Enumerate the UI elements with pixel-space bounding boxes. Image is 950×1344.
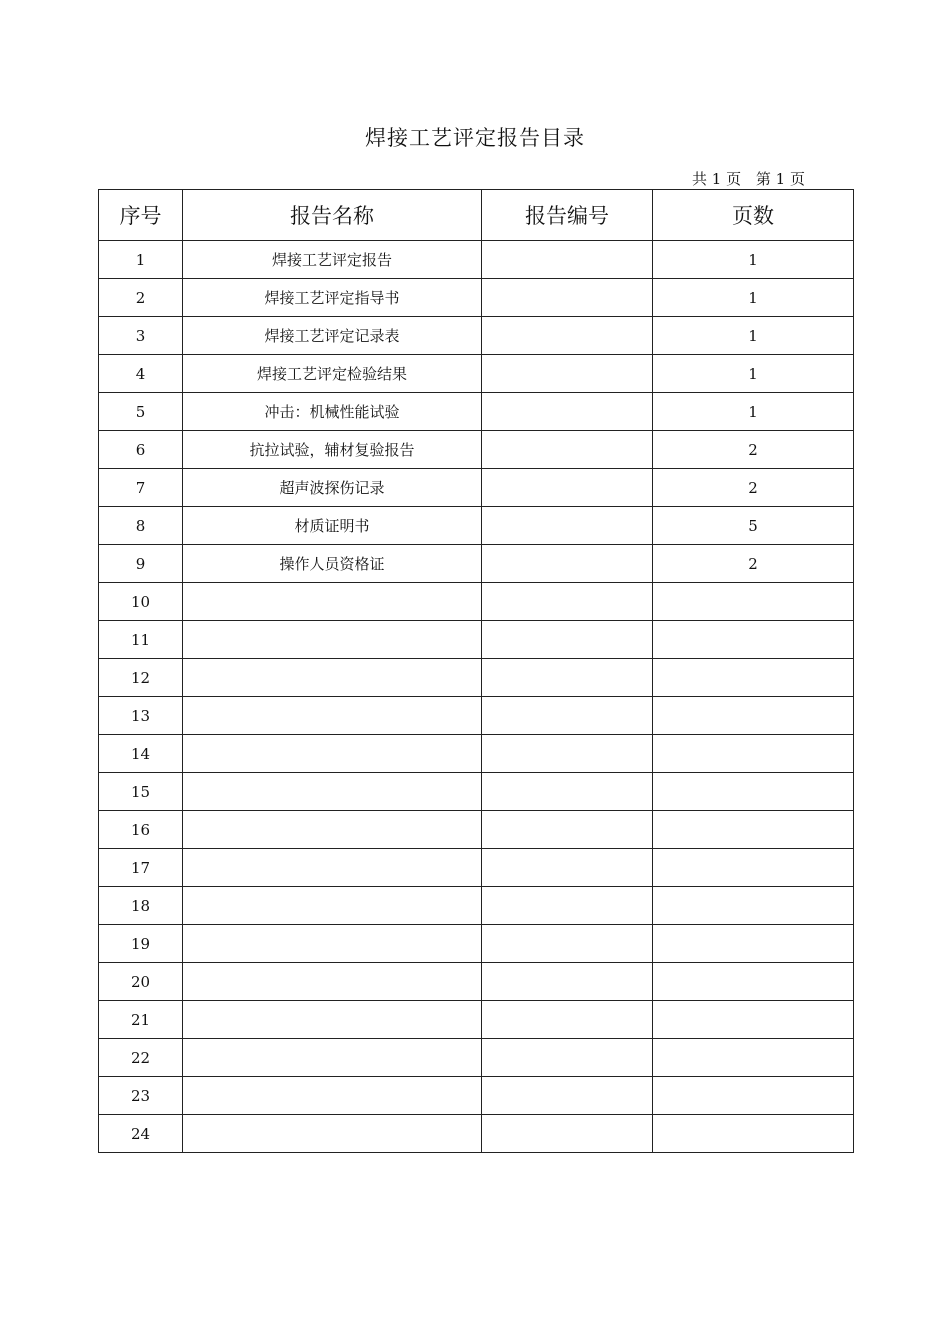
header-page-count: 页数 xyxy=(653,190,854,241)
cell-page-count xyxy=(653,735,854,773)
table-row xyxy=(99,469,854,507)
table-row xyxy=(99,811,854,849)
page-count xyxy=(692,168,805,189)
cell-page-count: 1 xyxy=(653,279,854,317)
cell-page-count: 2 xyxy=(653,469,854,507)
cell-serial: 20 xyxy=(99,963,183,1001)
table-row xyxy=(99,583,854,621)
cell-report-code xyxy=(482,1115,653,1153)
table-row xyxy=(99,697,854,735)
cell-serial: 8 xyxy=(99,507,183,545)
cell-report-code xyxy=(482,887,653,925)
page-title: 焊接工艺评定报告目录 xyxy=(365,126,585,150)
cell-page-count xyxy=(653,1115,854,1153)
cell-report-code xyxy=(482,545,653,583)
cell-report-name xyxy=(183,1115,482,1153)
table-row xyxy=(99,1039,854,1077)
cell-page-count xyxy=(653,1039,854,1077)
table-row xyxy=(99,887,854,925)
cell-page-count: 2 xyxy=(653,545,854,583)
table-row xyxy=(99,1115,854,1153)
cell-serial: 15 xyxy=(99,773,183,811)
cell-page-count xyxy=(653,811,854,849)
header-serial: 序号 xyxy=(99,190,183,241)
cell-report-code xyxy=(482,279,653,317)
cell-report-name xyxy=(183,1077,482,1115)
table-row xyxy=(99,393,854,431)
cell-report-name xyxy=(183,1039,482,1077)
cell-report-code xyxy=(482,469,653,507)
cell-report-code xyxy=(482,1039,653,1077)
cell-serial: 2 xyxy=(99,279,183,317)
cell-serial: 19 xyxy=(99,925,183,963)
table-row xyxy=(99,545,854,583)
cell-page-count xyxy=(653,583,854,621)
cell-serial: 11 xyxy=(99,621,183,659)
cell-report-name xyxy=(183,697,482,735)
cell-page-count xyxy=(653,849,854,887)
cell-report-name xyxy=(183,621,482,659)
cell-report-name xyxy=(183,773,482,811)
cell-serial: 7 xyxy=(99,469,183,507)
header-report-code: 报告编号 xyxy=(482,190,653,241)
cell-page-count xyxy=(653,963,854,1001)
report-index-table xyxy=(98,189,854,1153)
table-row xyxy=(99,659,854,697)
cell-serial: 24 xyxy=(99,1115,183,1153)
cell-report-name xyxy=(183,849,482,887)
cell-report-code xyxy=(482,583,653,621)
table-row xyxy=(99,279,854,317)
cell-report-name: 操作人员资格证 xyxy=(183,545,482,583)
cell-report-code xyxy=(482,1077,653,1115)
cell-serial: 14 xyxy=(99,735,183,773)
cell-serial: 4 xyxy=(99,355,183,393)
table-row xyxy=(99,849,854,887)
cell-serial: 10 xyxy=(99,583,183,621)
cell-report-code xyxy=(482,773,653,811)
cell-report-name xyxy=(183,925,482,963)
table-row xyxy=(99,735,854,773)
cell-report-name: 冲击：机械性能试验 xyxy=(183,393,482,431)
cell-report-name: 抗拉试验，辅材复验报告 xyxy=(183,431,482,469)
cell-page-count xyxy=(653,887,854,925)
cell-page-count xyxy=(653,697,854,735)
table-row xyxy=(99,431,854,469)
cell-serial: 23 xyxy=(99,1077,183,1115)
cell-report-code xyxy=(482,1001,653,1039)
cell-serial: 17 xyxy=(99,849,183,887)
table-row xyxy=(99,621,854,659)
cell-page-count xyxy=(653,1077,854,1115)
header-report-name: 报告名称 xyxy=(183,190,482,241)
cell-serial: 3 xyxy=(99,317,183,355)
cell-report-code xyxy=(482,621,653,659)
cell-report-code xyxy=(482,963,653,1001)
cell-serial: 16 xyxy=(99,811,183,849)
cell-serial: 1 xyxy=(99,241,183,279)
cell-serial: 13 xyxy=(99,697,183,735)
cell-report-code xyxy=(482,811,653,849)
cell-report-name: 焊接工艺评定检验结果 xyxy=(183,355,482,393)
cell-serial: 9 xyxy=(99,545,183,583)
cell-page-count: 2 xyxy=(653,431,854,469)
cell-page-count: 1 xyxy=(653,317,854,355)
cell-report-code xyxy=(482,849,653,887)
cell-report-code xyxy=(482,659,653,697)
cell-report-name: 焊接工艺评定指导书 xyxy=(183,279,482,317)
cell-report-name: 焊接工艺评定报告 xyxy=(183,241,482,279)
table-row xyxy=(99,1001,854,1039)
cell-report-name xyxy=(183,583,482,621)
table-row xyxy=(99,241,854,279)
table-row xyxy=(99,1077,854,1115)
table-header-row xyxy=(99,190,854,241)
table-row xyxy=(99,355,854,393)
cell-serial: 18 xyxy=(99,887,183,925)
cell-page-count: 1 xyxy=(653,241,854,279)
cell-report-code xyxy=(482,735,653,773)
cell-serial: 6 xyxy=(99,431,183,469)
cell-report-code xyxy=(482,507,653,545)
cell-report-code xyxy=(482,393,653,431)
cell-report-code xyxy=(482,431,653,469)
cell-report-name xyxy=(183,811,482,849)
cell-page-count: 1 xyxy=(653,355,854,393)
cell-page-count xyxy=(653,621,854,659)
cell-report-code xyxy=(482,697,653,735)
cell-page-count: 5 xyxy=(653,507,854,545)
cell-page-count xyxy=(653,659,854,697)
cell-report-code xyxy=(482,241,653,279)
cell-serial: 21 xyxy=(99,1001,183,1039)
cell-report-code xyxy=(482,925,653,963)
table-row xyxy=(99,963,854,1001)
cell-report-name: 超声波探伤记录 xyxy=(183,469,482,507)
cell-report-name: 焊接工艺评定记录表 xyxy=(183,317,482,355)
cell-serial: 12 xyxy=(99,659,183,697)
table-row xyxy=(99,507,854,545)
cell-page-count xyxy=(653,1001,854,1039)
cell-page-count xyxy=(653,773,854,811)
cell-page-count: 1 xyxy=(653,393,854,431)
page-current: 第 1 页 xyxy=(755,170,805,188)
cell-report-name xyxy=(183,887,482,925)
cell-report-code xyxy=(482,317,653,355)
table-row xyxy=(99,317,854,355)
cell-report-name xyxy=(183,659,482,697)
table-row xyxy=(99,773,854,811)
cell-report-name xyxy=(183,735,482,773)
cell-serial: 5 xyxy=(99,393,183,431)
cell-report-name xyxy=(183,963,482,1001)
cell-report-name xyxy=(183,1001,482,1039)
page-total: 共 1 页 xyxy=(692,170,742,188)
cell-report-name: 材质证明书 xyxy=(183,507,482,545)
cell-page-count xyxy=(653,925,854,963)
cell-report-code xyxy=(482,355,653,393)
table-row xyxy=(99,925,854,963)
cell-serial: 22 xyxy=(99,1039,183,1077)
